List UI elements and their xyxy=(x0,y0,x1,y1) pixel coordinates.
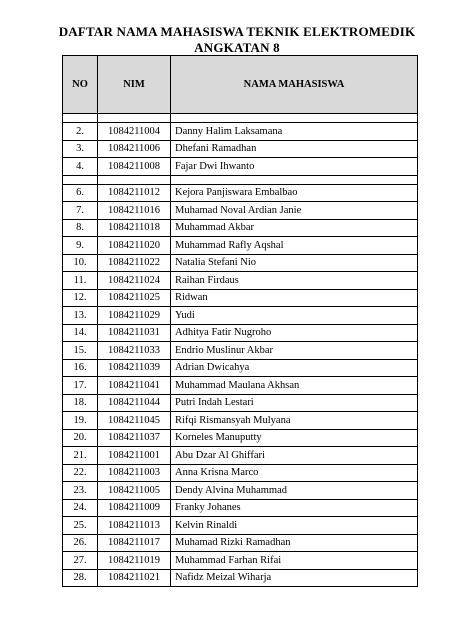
cell-name: Nafidz Meizal Wiharja xyxy=(171,569,418,587)
document-title xyxy=(0,24,474,56)
cell-no: 28. xyxy=(63,569,98,587)
table-row xyxy=(63,377,418,395)
student-table xyxy=(62,55,418,587)
table-row xyxy=(63,534,418,552)
cell-no: 22. xyxy=(63,464,98,482)
table-row xyxy=(63,552,418,570)
table-row xyxy=(63,272,418,290)
table-row xyxy=(63,289,418,307)
table-row xyxy=(63,429,418,447)
table-row xyxy=(63,359,418,377)
table-row xyxy=(63,202,418,220)
cell-no: 16. xyxy=(63,359,98,377)
cell-no: 24. xyxy=(63,499,98,517)
cell-name: Natalia Stefani Nio xyxy=(171,254,418,272)
table-row xyxy=(63,123,418,141)
cell-name: Dhefani Ramadhan xyxy=(171,140,418,158)
cell-name: Muhammad Akbar xyxy=(171,219,418,237)
table-row xyxy=(63,140,418,158)
cell-nim: 1084211018 xyxy=(98,219,171,237)
cell-nim: 1084211009 xyxy=(98,499,171,517)
cell-nim: 1084211006 xyxy=(98,140,171,158)
cell-nim: 1084211022 xyxy=(98,254,171,272)
cell-name: Muhammad Rafly Aqshal xyxy=(171,237,418,255)
header-no: NO xyxy=(63,56,98,114)
cell-no: 27. xyxy=(63,552,98,570)
cell-nim: 1084211008 xyxy=(98,158,171,176)
cell-name: Anna Krisna Marco xyxy=(171,464,418,482)
cell-nim: 1084211004 xyxy=(98,123,171,141)
cell-no: 7. xyxy=(63,202,98,220)
cell-name: Adrian Dwicahya xyxy=(171,359,418,377)
cell-nim: 1084211017 xyxy=(98,534,171,552)
table-row xyxy=(63,237,418,255)
table-row xyxy=(63,342,418,360)
cell-no: 9. xyxy=(63,237,98,255)
table-row xyxy=(63,254,418,272)
cell-no: 12. xyxy=(63,289,98,307)
table-row xyxy=(63,394,418,412)
table-row xyxy=(63,447,418,465)
spacer-row xyxy=(63,114,418,123)
cell-no: 17. xyxy=(63,377,98,395)
cell-nim: 1084211021 xyxy=(98,569,171,587)
cell-name: Kejora Panjiswara Embalbao xyxy=(171,184,418,202)
cell-nim: 1084211033 xyxy=(98,342,171,360)
cell-no: 23. xyxy=(63,482,98,500)
cell-name: Putri Indah Lestari xyxy=(171,394,418,412)
cell-no: 19. xyxy=(63,412,98,430)
cell-no: 4. xyxy=(63,158,98,176)
header-nim: NIM xyxy=(98,56,171,114)
table-row xyxy=(63,482,418,500)
cell-no: 8. xyxy=(63,219,98,237)
table-body xyxy=(63,114,418,587)
cell-no: 3. xyxy=(63,140,98,158)
cell-name: Muhamad Rizki Ramadhan xyxy=(171,534,418,552)
cell-name: Dendy Alvina Muhammad xyxy=(171,482,418,500)
cell-nim: 1084211020 xyxy=(98,237,171,255)
table-row xyxy=(63,569,418,587)
cell-no: 2. xyxy=(63,123,98,141)
cell-nim: 1084211039 xyxy=(98,359,171,377)
cell-nim: 1084211005 xyxy=(98,482,171,500)
cell-name: Muhammad Farhan Rifai xyxy=(171,552,418,570)
cell-nim: 1084211012 xyxy=(98,184,171,202)
table-row xyxy=(63,184,418,202)
title-line-1: DAFTAR NAMA MAHASISWA TEKNIK ELEKTROMEDIK xyxy=(58,24,416,39)
table-row xyxy=(63,464,418,482)
cell-nim: 1084211003 xyxy=(98,464,171,482)
cell-no: 13. xyxy=(63,307,98,325)
cell-name: Kelvin Rinaldi xyxy=(171,517,418,535)
table-row xyxy=(63,412,418,430)
cell-no: 25. xyxy=(63,517,98,535)
cell-nim: 1084211029 xyxy=(98,307,171,325)
cell-nim: 1084211016 xyxy=(98,202,171,220)
cell-nim: 1084211024 xyxy=(98,272,171,290)
cell-name: Korneles Manuputty xyxy=(171,429,418,447)
cell-nim: 1084211001 xyxy=(98,447,171,465)
cell-name: Muhammad Maulana Akhsan xyxy=(171,377,418,395)
cell-name: Franky Johanes xyxy=(171,499,418,517)
cell-nim: 1084211041 xyxy=(98,377,171,395)
cell-nim: 1084211019 xyxy=(98,552,171,570)
cell-name: Raihan Firdaus xyxy=(171,272,418,290)
cell-nim: 1084211031 xyxy=(98,324,171,342)
cell-name: Abu Dzar Al Ghiffari xyxy=(171,447,418,465)
table-row xyxy=(63,158,418,176)
cell-nim: 1084211013 xyxy=(98,517,171,535)
cell-name: Muhamad Noval Ardian Janie xyxy=(171,202,418,220)
cell-no: 10. xyxy=(63,254,98,272)
table-row xyxy=(63,307,418,325)
cell-name: Adhitya Fatir Nugroho xyxy=(171,324,418,342)
cell-no: 14. xyxy=(63,324,98,342)
cell-no: 20. xyxy=(63,429,98,447)
table-row xyxy=(63,324,418,342)
title-line-2: ANGKATAN 8 xyxy=(194,40,280,55)
cell-nim: 1084211044 xyxy=(98,394,171,412)
cell-name: Danny Halim Laksamana xyxy=(171,123,418,141)
cell-no: 15. xyxy=(63,342,98,360)
cell-no: 6. xyxy=(63,184,98,202)
table-row xyxy=(63,219,418,237)
spacer-row xyxy=(63,175,418,184)
cell-nim: 1084211037 xyxy=(98,429,171,447)
cell-name: Fajar Dwi Ihwanto xyxy=(171,158,418,176)
cell-no: 18. xyxy=(63,394,98,412)
cell-no: 21. xyxy=(63,447,98,465)
table-row xyxy=(63,499,418,517)
cell-nim: 1084211025 xyxy=(98,289,171,307)
cell-name: Ridwan xyxy=(171,289,418,307)
cell-nim: 1084211045 xyxy=(98,412,171,430)
table-header xyxy=(63,56,418,114)
cell-name: Endrio Muslinur Akbar xyxy=(171,342,418,360)
table-row xyxy=(63,517,418,535)
cell-name: Yudi xyxy=(171,307,418,325)
header-name: NAMA MAHASISWA xyxy=(171,56,418,114)
cell-no: 11. xyxy=(63,272,98,290)
cell-no: 26. xyxy=(63,534,98,552)
cell-name: Rifqi Rismansyah Mulyana xyxy=(171,412,418,430)
